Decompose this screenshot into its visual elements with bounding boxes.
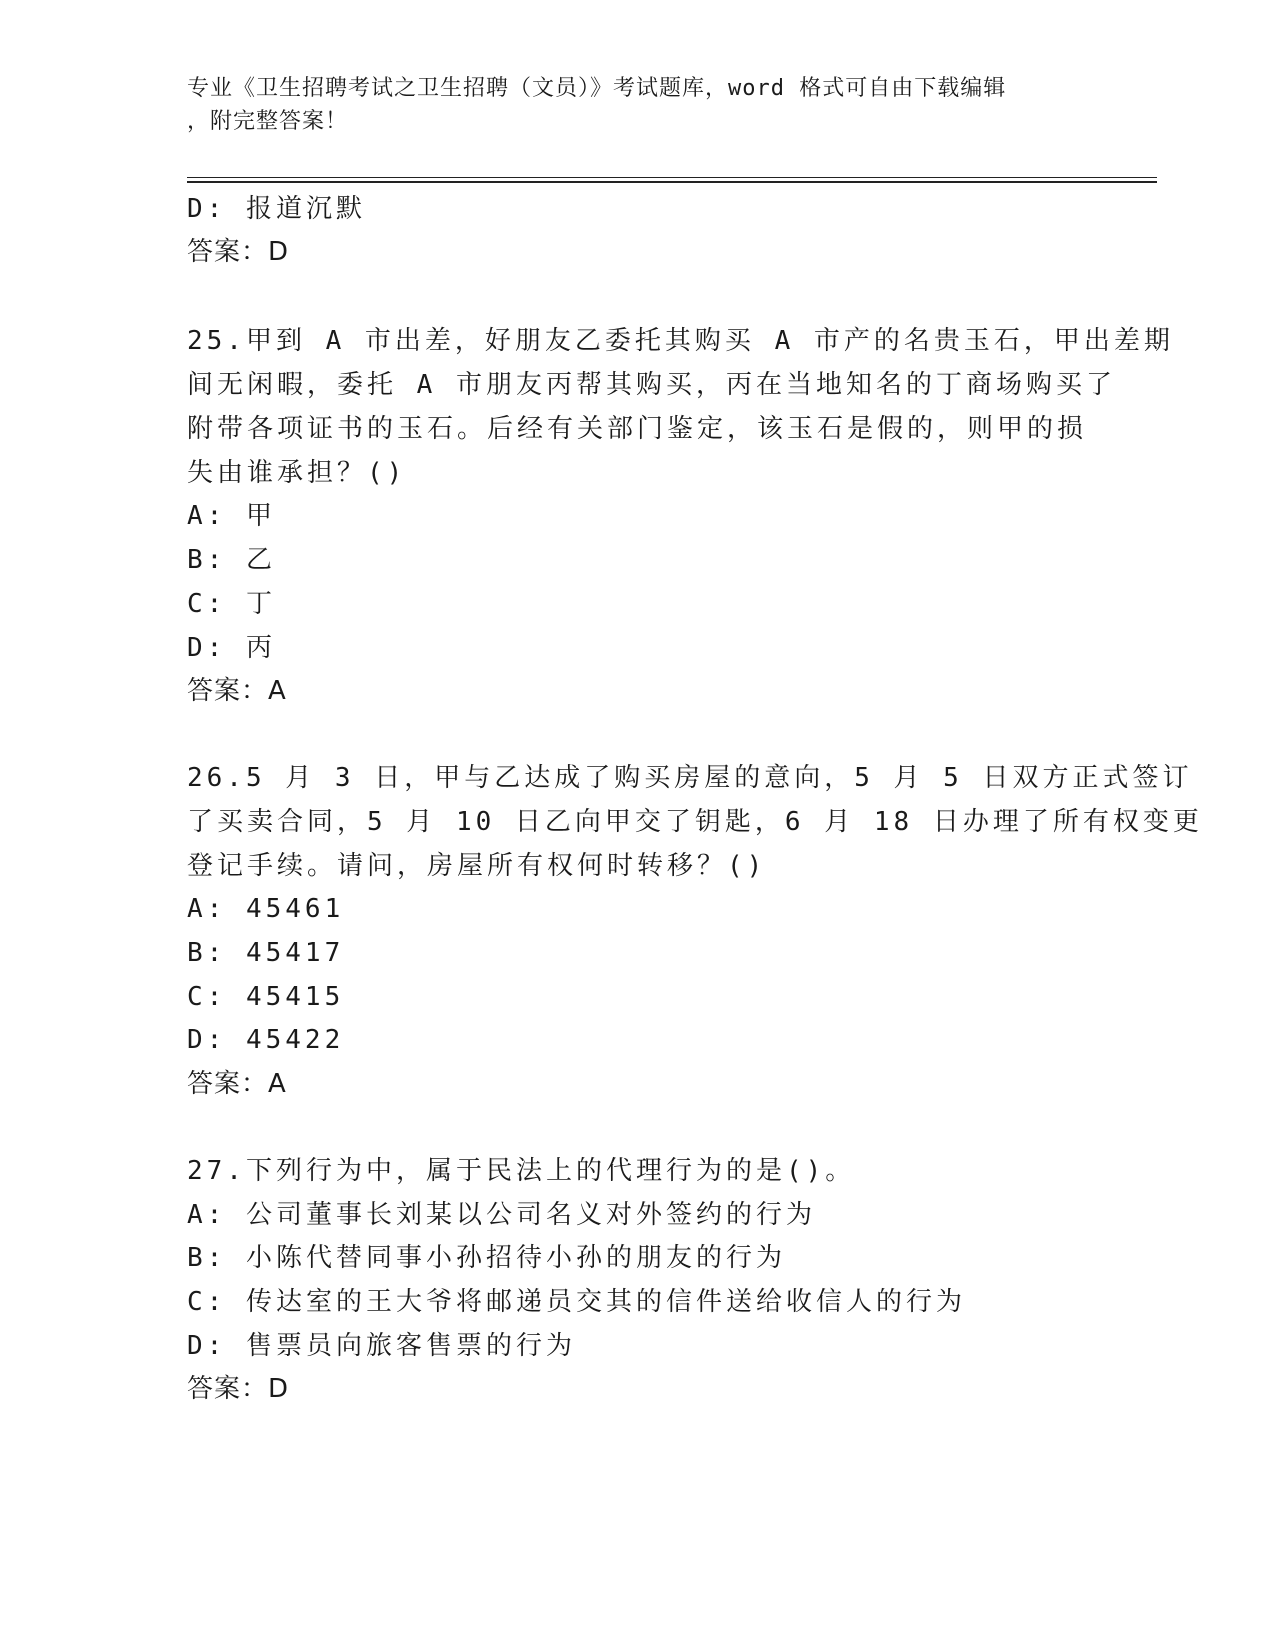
q25-stem-line-2: 间无闲暇，委托 A 市朋友丙帮其购买，丙在当地知名的丁商场购买了 [187, 370, 1116, 400]
q27-option-c: C: 传达室的王大爷将邮递员交其的信件送给收信人的行为 [187, 1287, 966, 1317]
q25-stem-line-3: 附带各项证书的玉石。后经有关部门鉴定，该玉石是假的，则甲的损 [187, 414, 1088, 444]
q26-stem-line-1: 26.5 月 3 日，甲与乙达成了购买房屋的意向，5 月 5 日双方正式签订 [187, 763, 1193, 793]
q26-option-d: D: 45422 [187, 1025, 345, 1055]
q25-answer: 答案：A [187, 676, 287, 706]
q27-answer: 答案：D [187, 1374, 290, 1404]
q26-option-b: B: 45417 [187, 938, 345, 968]
document-header: 专业《卫生招聘考试之卫生招聘（文员）》考试题库，word 格式可自由下载编辑 ，附完整答案！ [187, 76, 1007, 134]
header-rule-thick [187, 181, 1157, 183]
q27-option-b: B: 小陈代替同事小孙招待小孙的朋友的行为 [187, 1243, 786, 1273]
q26-answer: 答案：A [187, 1069, 287, 1099]
q26-stem-line-3: 登记手续。请问，房屋所有权何时转移？() [187, 851, 767, 881]
prev-option-d: D: 报道沉默 [187, 194, 366, 224]
q27-stem-line-1: 27.下列行为中，属于民法上的代理行为的是()。 [187, 1156, 856, 1186]
q25-option-d: D: 丙 [187, 633, 276, 663]
q25-stem-line-4: 失由谁承担？() [187, 458, 407, 488]
q25-stem-line-1: 25.甲到 A 市出差，好朋友乙委托其购买 A 市产的名贵玉石，甲出差期 [187, 326, 1174, 356]
q26-stem-line-2: 了买卖合同，5 月 10 日乙向甲交了钥匙，6 月 18 日办理了所有权变更 [187, 807, 1203, 837]
q25-option-c: C: 丁 [187, 589, 276, 619]
q27-option-a: A: 公司董事长刘某以公司名义对外签约的行为 [187, 1200, 816, 1230]
header-rule-thin [187, 177, 1157, 178]
q26-option-a: A: 45461 [187, 894, 345, 924]
q25-option-a: A: 甲 [187, 501, 276, 531]
q25-option-b: B: 乙 [187, 545, 276, 575]
q26-option-c: C: 45415 [187, 982, 345, 1012]
q27-option-d: D: 售票员向旅客售票的行为 [187, 1331, 576, 1361]
prev-answer: 答案：D [187, 237, 290, 267]
